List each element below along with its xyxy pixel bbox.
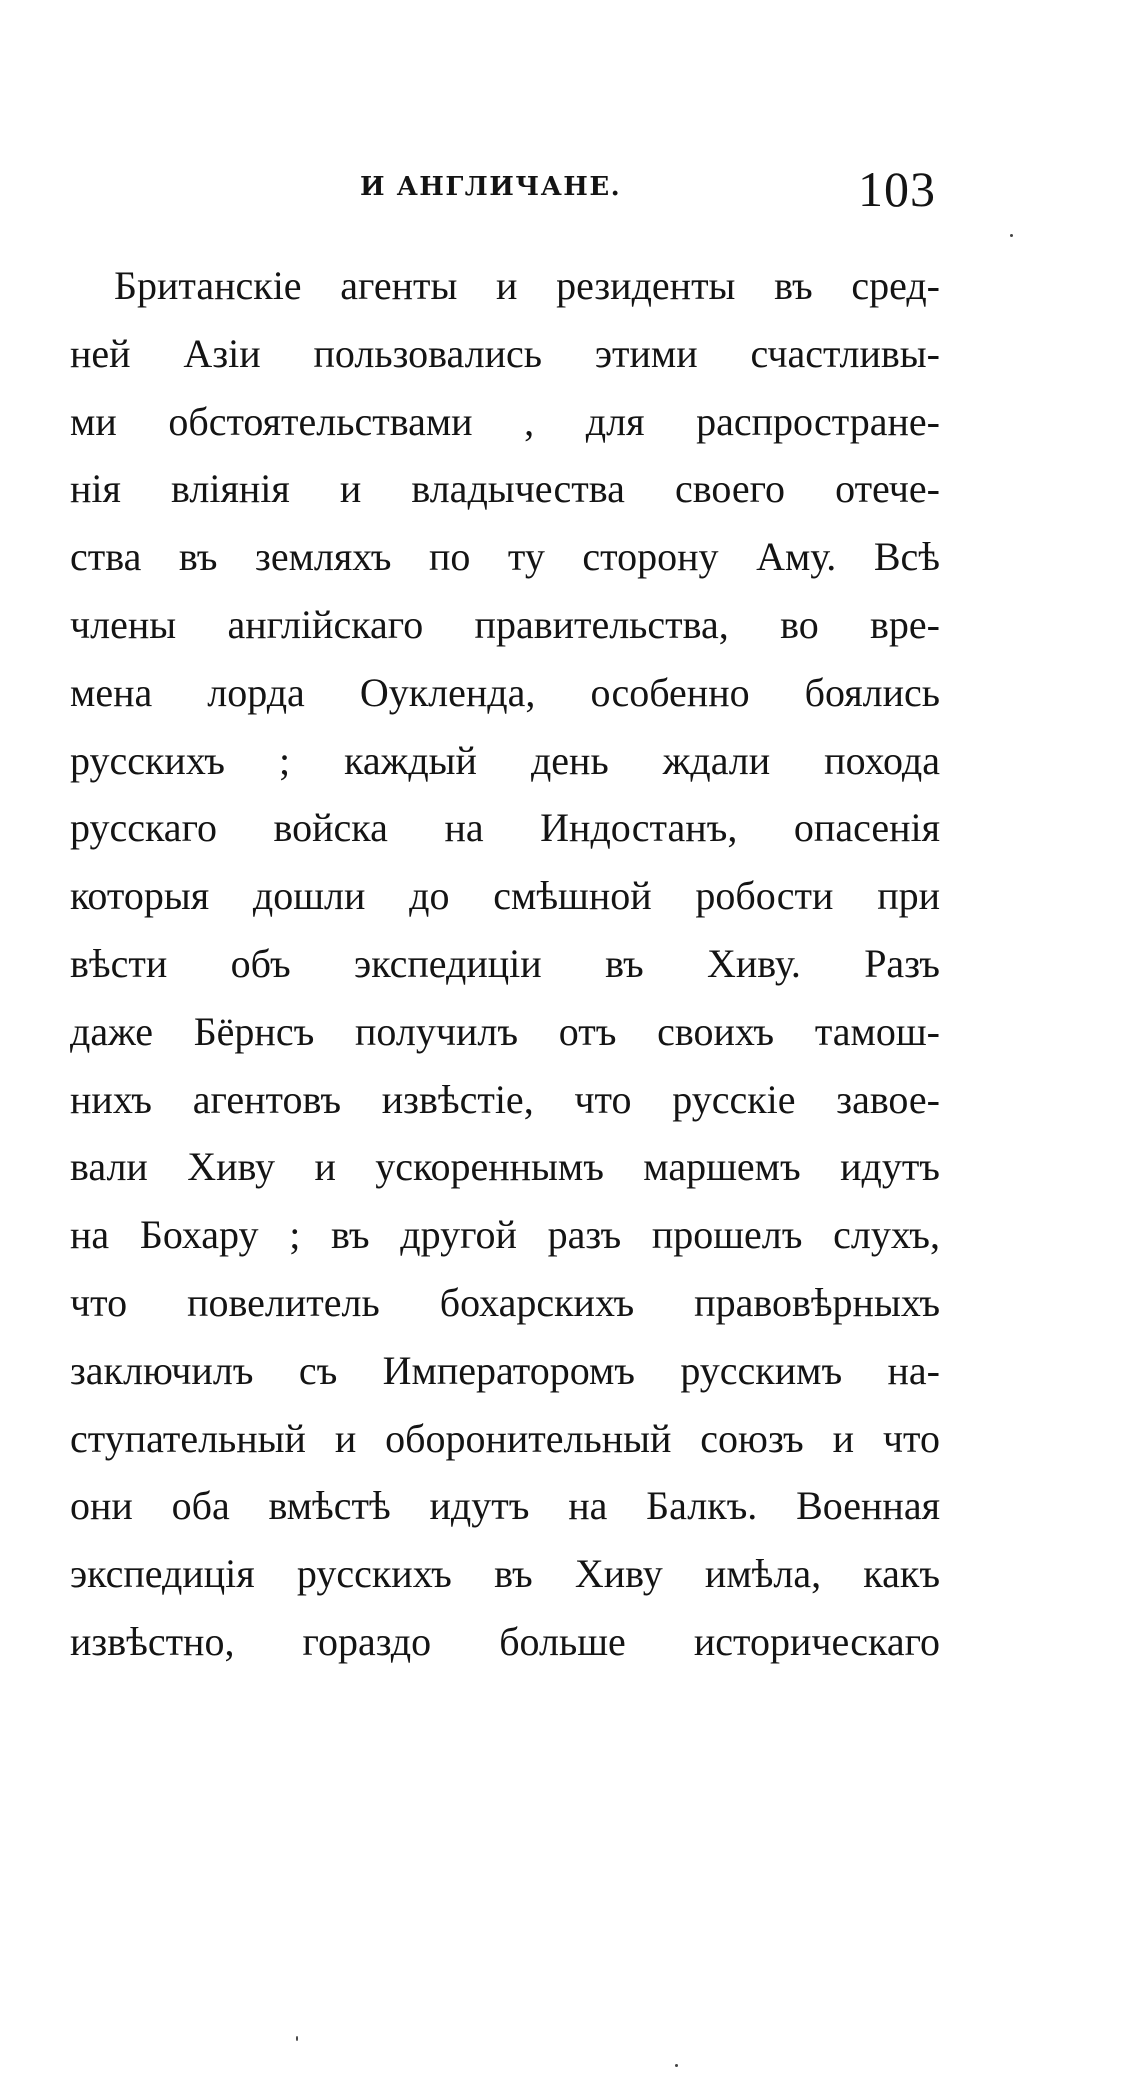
text-line: вѣсти объ экспедиціи въ Хиву. Разъ	[70, 940, 940, 986]
text-line: извѣстно, гораздо больше историческаго	[70, 1618, 940, 1664]
body-text	[70, 252, 940, 1676]
text-line: нихъ агентовъ извѣстіе, что русскіе завое-	[70, 1076, 940, 1122]
text-line: что повелитель бохарскихъ правовѣрныхъ	[70, 1279, 940, 1325]
text-line: ступательный и оборонительный союзъ и что	[70, 1415, 940, 1461]
text-line: вали Хиву и ускореннымъ маршемъ идутъ	[70, 1144, 940, 1190]
text-line: нія вліянія и владычества своего отече-	[70, 466, 940, 512]
text-line: экспедиція русскихъ въ Хиву имѣла, какъ	[70, 1551, 940, 1597]
scan-speck	[675, 2064, 678, 2067]
text-line: мена лорда Оукленда, особенно боялись	[70, 669, 940, 715]
running-title: И АНГЛИЧАНЕ.	[360, 172, 622, 202]
text-line: они оба вмѣстѣ идутъ на Балкъ. Военная	[70, 1483, 940, 1529]
page-number: 103	[858, 161, 936, 217]
text-line: ства въ земляхъ по ту сторону Аму. Всѣ	[70, 534, 940, 580]
text-line: заключилъ съ Императоромъ русскимъ на-	[70, 1347, 940, 1393]
text-line: ми обстоятельствами , для распростране-	[70, 398, 940, 444]
text-line: русскаго войска на Индостанъ, опасенія	[70, 805, 940, 851]
text-line: члены англійскаго правительства, во вре-	[70, 601, 940, 647]
text-line: даже Бёрнсъ получилъ отъ своихъ тамош-	[70, 1008, 940, 1054]
text-line: на Бохару ; въ другой разъ прошелъ слухъ,	[70, 1212, 940, 1258]
text-line: русскихъ ; каждый день ждали похода	[70, 737, 940, 783]
text-line: ней Азіи пользовались этими счастливы-	[70, 330, 940, 376]
text-line: Британскіе агенты и резиденты въ сред-	[114, 263, 940, 308]
text-line: которыя дошли до смѣшной робости при	[70, 873, 940, 919]
scan-speck	[1010, 234, 1013, 237]
scan-speck	[296, 2036, 298, 2041]
